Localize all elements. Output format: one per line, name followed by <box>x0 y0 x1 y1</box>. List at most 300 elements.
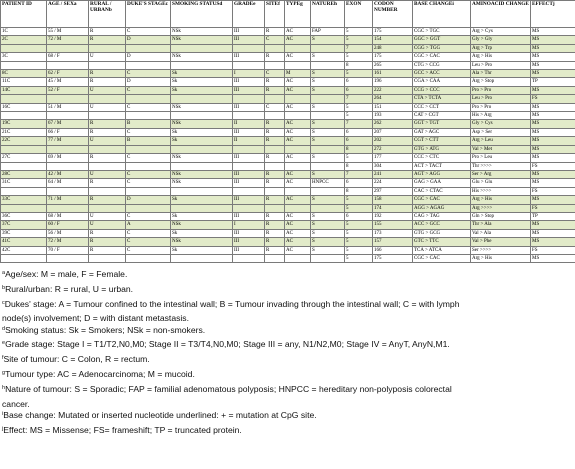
table-row <box>1 44 575 52</box>
footnote-text: Rural/urban: R = rural, U = urban. <box>5 283 134 294</box>
table-cell: 52 / F <box>47 86 89 94</box>
table-cell: 304 <box>373 162 413 170</box>
table-cell: 70 / F <box>47 246 89 254</box>
table-cell <box>47 162 89 170</box>
column-header: EXON <box>345 1 373 28</box>
table-cell: 27C <box>1 154 47 162</box>
table-cell: CAG > TAG <box>413 212 471 220</box>
table-header-row <box>1 1 575 28</box>
table-cell: 5 <box>345 204 373 212</box>
table-cell: Pro > Pro <box>471 86 531 94</box>
table-cell: MS <box>531 103 575 111</box>
footnote-mark: j <box>2 425 4 432</box>
table-cell: 7 <box>345 44 373 52</box>
table-cell: 5 <box>345 238 373 246</box>
table-row <box>1 179 575 187</box>
table-cell: S <box>311 86 345 94</box>
table-cell <box>171 162 233 170</box>
table-cell: 264 <box>373 95 413 103</box>
table-cell <box>89 187 126 195</box>
table-cell <box>171 112 233 120</box>
table-cell: R <box>265 28 285 36</box>
table-cell: III <box>233 212 265 220</box>
table-cell: MS <box>531 36 575 44</box>
table-cell: Thr >>>> <box>471 162 531 170</box>
table-cell: 174 <box>373 204 413 212</box>
table-row <box>1 162 575 170</box>
footnote <box>2 313 574 324</box>
table-cell: R <box>89 78 126 86</box>
table-cell: R <box>265 170 285 178</box>
table-cell: 36C <box>1 212 47 220</box>
table-cell <box>1 145 47 153</box>
footnote <box>2 425 574 436</box>
table-cell: 66 / F <box>47 128 89 136</box>
table-cell: MS <box>531 61 575 69</box>
table-cell: II <box>233 120 265 128</box>
table-cell: I <box>233 221 265 229</box>
table-cell: U <box>89 221 126 229</box>
table-cell <box>171 145 233 153</box>
table-cell: 68 / F <box>47 53 89 61</box>
table-cell <box>126 187 171 195</box>
table-row <box>1 112 575 120</box>
table-cell: HNPCC <box>311 179 345 187</box>
table-cell: MS <box>531 221 575 229</box>
table-row <box>1 187 575 195</box>
table-cell: Val > Met <box>471 145 531 153</box>
table-cell: FS <box>531 162 575 170</box>
table-cell: R <box>89 120 126 128</box>
column-header: DUKE'S STAGEc <box>126 1 171 28</box>
table-cell: 222 <box>373 86 413 94</box>
table-cell: S <box>311 103 345 111</box>
table-cell: 177 <box>373 154 413 162</box>
table-cell: Arg > Stop <box>471 78 531 86</box>
table-cell: 41C <box>1 238 47 246</box>
table-cell: B <box>126 137 171 145</box>
table-cell: Ala > Thr <box>471 70 531 78</box>
table-cell: R <box>89 154 126 162</box>
footnote <box>2 339 574 350</box>
table-cell: 33C <box>1 196 47 204</box>
table-cell <box>1 95 47 103</box>
footnote-mark: h <box>2 384 6 391</box>
table-cell: 69 / M <box>47 154 89 162</box>
table-cell: AC <box>285 137 311 145</box>
table-cell <box>311 112 345 120</box>
column-header: GRADEe <box>233 1 265 28</box>
column-header: TYPEg <box>285 1 311 28</box>
table-cell <box>311 145 345 153</box>
table-cell: 62 / F <box>47 70 89 78</box>
table-cell: AC <box>285 86 311 94</box>
table-cell: Pro > Pro <box>471 103 531 111</box>
column-header: AGE / SEXa <box>47 1 89 28</box>
table-cell: AC <box>285 120 311 128</box>
table-cell: MS <box>531 196 575 204</box>
footnote <box>2 325 574 336</box>
table-cell: GCC > ACC <box>413 70 471 78</box>
table-cell: R <box>265 120 285 128</box>
table-cell <box>89 95 126 103</box>
table-cell: R <box>89 28 126 36</box>
table-cell <box>126 204 171 212</box>
table-cell <box>285 187 311 195</box>
table-cell: U <box>89 137 126 145</box>
table-cell: 37C <box>1 221 47 229</box>
table-row <box>1 70 575 78</box>
table-cell: III <box>233 86 265 94</box>
table-cell: Thr > Ala <box>471 221 531 229</box>
table-cell: 158 <box>373 196 413 204</box>
table-cell: R <box>89 246 126 254</box>
table-cell: U <box>89 53 126 61</box>
table-cell: 265 <box>373 61 413 69</box>
table-cell: 71 / M <box>47 196 89 204</box>
table-cell: FS <box>531 187 575 195</box>
table-cell: AC <box>285 221 311 229</box>
table-cell <box>285 145 311 153</box>
table-cell: 8 <box>345 61 373 69</box>
table-cell: MS <box>531 120 575 128</box>
table-cell: AC <box>285 28 311 36</box>
table-row <box>1 128 575 136</box>
table-cell <box>285 61 311 69</box>
table-cell: MS <box>531 53 575 61</box>
table-cell: CGC > CAC <box>413 53 471 61</box>
table-cell <box>285 162 311 170</box>
table-cell: 2C <box>1 36 47 44</box>
table-cell: TP <box>531 212 575 220</box>
table-cell: GGC > GGT <box>413 36 471 44</box>
table-cell: M <box>285 70 311 78</box>
table-cell: III <box>233 170 265 178</box>
table-cell: CCG > CCC <box>413 86 471 94</box>
table-cell: 42C <box>1 246 47 254</box>
table-cell <box>265 162 285 170</box>
footnote <box>2 354 574 365</box>
table-cell: CAT > CGT <box>413 112 471 120</box>
table-cell: 28C <box>1 170 47 178</box>
table-cell: 193 <box>373 112 413 120</box>
table-cell: Sk <box>171 246 233 254</box>
table-cell: 45 / M <box>47 78 89 86</box>
table-cell: C <box>126 86 171 94</box>
table-cell: U <box>89 170 126 178</box>
table-cell <box>233 112 265 120</box>
table-cell: AC <box>285 154 311 162</box>
table-cell: Val > Phe <box>471 238 531 246</box>
table-cell <box>171 187 233 195</box>
table-cell <box>47 95 89 103</box>
table-cell: C <box>126 179 171 187</box>
table-cell: 6 <box>345 78 373 86</box>
table-cell: CCC > CCT <box>413 103 471 111</box>
table-cell: 157 <box>373 238 413 246</box>
table-cell: D <box>126 53 171 61</box>
table-cell: 192 <box>373 212 413 220</box>
table-cell: CGC > TGC <box>413 28 471 36</box>
table-cell: S <box>311 221 345 229</box>
table-cell: 5 <box>345 36 373 44</box>
table-row <box>1 145 575 153</box>
table-cell <box>47 145 89 153</box>
table-cell: Arg > Trp <box>471 44 531 52</box>
table-cell: S <box>311 212 345 220</box>
table-cell: ACT > TACT <box>413 162 471 170</box>
table-cell: 272 <box>373 145 413 153</box>
table-cell: 5 <box>345 246 373 254</box>
table-cell: R <box>265 196 285 204</box>
table-cell: 60 / F <box>47 221 89 229</box>
table-cell: AC <box>285 103 311 111</box>
table-cell: 262 <box>373 120 413 128</box>
table-cell: AGG > AGAG <box>413 204 471 212</box>
table-cell: R <box>89 229 126 237</box>
table-cell <box>47 112 89 120</box>
table-cell: 11C <box>1 78 47 86</box>
table-cell: 6 <box>345 212 373 220</box>
table-cell <box>47 61 89 69</box>
table-cell: 55 / M <box>47 28 89 36</box>
table-cell: C <box>126 246 171 254</box>
table-cell: 173 <box>373 229 413 237</box>
table-cell: AC <box>285 36 311 44</box>
table-cell <box>285 112 311 120</box>
table-cell: 224 <box>373 179 413 187</box>
table-cell: NSk <box>171 154 233 162</box>
table-cell: AC <box>285 179 311 187</box>
column-header: NATUREh <box>311 1 345 28</box>
table-cell <box>171 44 233 52</box>
table-row <box>1 78 575 86</box>
table-cell: 56 / M <box>47 229 89 237</box>
table-cell: S <box>311 120 345 128</box>
table-cell: C <box>126 212 171 220</box>
table-cell: R <box>89 36 126 44</box>
table-cell: MS <box>531 179 575 187</box>
table-cell: GTG > GCG <box>413 229 471 237</box>
table-cell: 21C <box>1 128 47 136</box>
table-cell: S <box>311 128 345 136</box>
table-cell: 14C <box>1 86 47 94</box>
table-cell: 31C <box>1 179 47 187</box>
table-cell <box>233 95 265 103</box>
table-cell: Gln > Stop <box>471 212 531 220</box>
footnote-mark: i <box>2 410 4 417</box>
table-cell <box>126 61 171 69</box>
table-cell <box>233 44 265 52</box>
table-cell <box>265 95 285 103</box>
table-cell <box>233 187 265 195</box>
table-row <box>1 154 575 162</box>
table-cell: MS <box>531 28 575 36</box>
table-cell: 151 <box>373 103 413 111</box>
table-row <box>1 120 575 128</box>
table-cell <box>285 95 311 103</box>
table-cell: S <box>311 36 345 44</box>
table-cell: 77 / M <box>47 137 89 145</box>
table-cell: GTC > TTC <box>413 238 471 246</box>
table-cell <box>47 44 89 52</box>
footnote-mark: f <box>2 355 4 362</box>
table-cell: TP <box>531 78 575 86</box>
table-cell <box>126 162 171 170</box>
table-cell <box>1 61 47 69</box>
table-cell <box>311 162 345 170</box>
table-cell: NSk <box>171 53 233 61</box>
table-cell: S <box>311 70 345 78</box>
table-cell: 5 <box>345 103 373 111</box>
footnote-text: Effect: MS = Missense; FS= frameshift; TP = truncated protein. <box>3 424 242 435</box>
footnote-text: Dukes' stage: A = Tumour confined to the intestinal wall; B = Tumour invading through the intestinal wall; C = with lymph <box>4 298 460 309</box>
table-cell: III <box>233 179 265 187</box>
table-cell: R <box>265 246 285 254</box>
table-cell: MS <box>531 229 575 237</box>
table-cell <box>233 145 265 153</box>
table-cell: AC <box>285 196 311 204</box>
table-cell: III <box>233 28 265 36</box>
table-cell: S <box>311 154 345 162</box>
footnote <box>2 269 574 280</box>
table-cell <box>265 61 285 69</box>
footnote-text: Age/sex: M = male, F = Female. <box>5 269 128 279</box>
table-cell: MS <box>531 170 575 178</box>
table-cell <box>89 112 126 120</box>
table-cell: 22C <box>1 137 47 145</box>
table-cell <box>233 254 265 262</box>
table-cell: Glu > Glu <box>471 179 531 187</box>
table-cell: MS <box>531 137 575 145</box>
table-cell: R <box>265 212 285 220</box>
table-cell: AC <box>285 246 311 254</box>
table-cell: R <box>265 229 285 237</box>
table-cell: CTG > CCG <box>413 61 471 69</box>
table-cell <box>171 61 233 69</box>
table-cell: MS <box>531 154 575 162</box>
table-cell: S <box>311 137 345 145</box>
table-cell: CTA > TCTA <box>413 95 471 103</box>
table-cell: U <box>89 86 126 94</box>
table-cell <box>311 254 345 262</box>
table-cell: Val > Ala <box>471 229 531 237</box>
table-cell: Ser >>>> <box>471 246 531 254</box>
table-row <box>1 204 575 212</box>
table-cell: His > Arg <box>471 112 531 120</box>
table-cell: 5 <box>345 229 373 237</box>
table-cell: R <box>265 53 285 61</box>
table-cell: B <box>126 120 171 128</box>
table-cell: III <box>233 103 265 111</box>
table-cell <box>47 254 89 262</box>
table-cell: MS <box>531 112 575 120</box>
table-cell <box>126 44 171 52</box>
table-cell: 155 <box>373 221 413 229</box>
table-cell: R <box>89 238 126 246</box>
table-row <box>1 61 575 69</box>
table-cell: MS <box>531 145 575 153</box>
table-cell: R <box>89 196 126 204</box>
table-cell: AC <box>285 229 311 237</box>
table-cell: 202 <box>373 137 413 145</box>
table-cell <box>285 44 311 52</box>
table-cell: S <box>311 238 345 246</box>
table-cell: CGG > TGG <box>413 44 471 52</box>
table-cell: C <box>126 128 171 136</box>
column-header: PATIENT ID <box>1 1 47 28</box>
footnote-text: Grade stage: Stage I = T1/T2,N0,M0; Stage II = T3/T4,N0,M0; Stage III = any, N1/N2,M0; Stage IV = AnyT, AnyN,M1. <box>5 339 450 350</box>
column-header: AMINOACID CHANGE <box>471 1 531 28</box>
table-cell: U <box>89 212 126 220</box>
table-cell: A <box>126 221 171 229</box>
table-cell: R <box>265 78 285 86</box>
table-cell: His >>>> <box>471 187 531 195</box>
table-cell: 5 <box>345 112 373 120</box>
table-cell: R <box>89 128 126 136</box>
table-cell: CAC > CTAC <box>413 187 471 195</box>
table-cell: 241 <box>373 170 413 178</box>
footnote <box>2 284 574 295</box>
table-cell: Arg > His <box>471 53 531 61</box>
table-cell: C <box>126 70 171 78</box>
table-cell: Sk <box>171 229 233 237</box>
table-cell <box>265 254 285 262</box>
table-cell: FAP <box>311 28 345 36</box>
table-cell: NSk <box>171 170 233 178</box>
table-cell <box>1 254 47 262</box>
table-cell: MS <box>531 254 575 262</box>
table-cell: 5 <box>345 28 373 36</box>
table-row <box>1 28 575 36</box>
table-cell: C <box>265 103 285 111</box>
footnote-mark: b <box>2 284 6 291</box>
table-row <box>1 103 575 111</box>
column-header: RURAL / URBANb <box>89 1 126 28</box>
table-cell: CGA > CAA <box>413 78 471 86</box>
table-cell: GTG > ATG <box>413 145 471 153</box>
table-cell <box>126 145 171 153</box>
footnote <box>2 410 574 421</box>
table-cell: 161 <box>373 70 413 78</box>
table-cell <box>126 254 171 262</box>
footnote-mark: c <box>2 299 5 306</box>
table-cell: 39C <box>1 229 47 237</box>
table-cell <box>171 204 233 212</box>
table-cell <box>1 187 47 195</box>
table-cell: C <box>126 103 171 111</box>
footnote-text: Nature of tumour: S = Sporadic; FAP = familial adenomatous polyposis; HNPCC = hereditary non-polyposis colorectal <box>5 383 452 394</box>
table-cell: NSk <box>171 36 233 44</box>
footnote <box>2 369 574 380</box>
table-cell: AC <box>285 53 311 61</box>
footnote-text: Smoking status: Sk = Smokers; NSk = non-smokers. <box>5 324 206 335</box>
table-cell: R <box>89 179 126 187</box>
table-cell: Pro > Leu <box>471 154 531 162</box>
footnote <box>2 399 574 410</box>
table-cell: Arg > His <box>471 196 531 204</box>
footnote-mark: d <box>2 325 6 332</box>
table-row <box>1 95 575 103</box>
table-cell: Leu > Pro <box>471 95 531 103</box>
table-row <box>1 53 575 61</box>
table-cell <box>171 95 233 103</box>
table-cell: 8 <box>345 145 373 153</box>
footnote-text: Tumour type: AC = Adenocarcinoma; M = mucoid. <box>5 369 195 379</box>
table-cell: C <box>265 70 285 78</box>
table-cell: AC <box>285 128 311 136</box>
table-cell: Gly > Gly <box>471 36 531 44</box>
